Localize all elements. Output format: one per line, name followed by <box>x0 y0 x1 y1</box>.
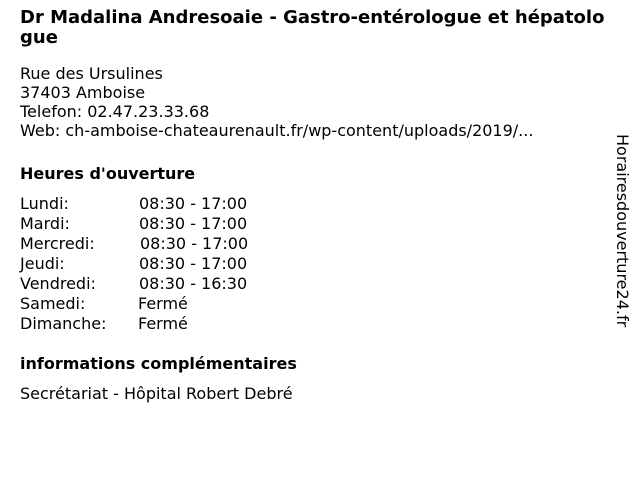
web-line <box>20 121 600 140</box>
web-label: Web: <box>20 121 61 140</box>
opening-hours-heading: Heures d'ouverture <box>20 164 196 183</box>
day-label: Samedi: <box>20 294 86 313</box>
hours-value: 08:30 - 17:00 <box>139 194 248 213</box>
phone-line <box>20 102 600 121</box>
hours-value: Fermé <box>138 294 188 313</box>
additional-info-heading: informations complémentaires <box>20 354 297 373</box>
day-label: Jeudi: <box>20 254 65 273</box>
hours-value: 08:30 - 16:30 <box>139 274 248 293</box>
street-address: Rue des Ursulines <box>20 64 163 83</box>
phone-label: Telefon: <box>20 102 83 121</box>
site-watermark: Horairesdouverture24.fr <box>613 134 632 328</box>
hours-value: 08:30 - 17:00 <box>140 234 249 253</box>
day-label: Dimanche: <box>20 314 107 333</box>
website-link[interactable]: ch-amboise-chateaurenault.fr/wp-content/uploads/2019/... <box>65 121 534 140</box>
phone-number[interactable]: 02.47.23.33.68 <box>87 102 210 121</box>
city-postcode: 37403 Amboise <box>20 83 146 102</box>
page-title: Dr Madalina Andresoaie - Gastro-entérologue et hépatologue <box>20 7 605 48</box>
hours-value: 08:30 - 17:00 <box>139 254 248 273</box>
day-label: Mercredi: <box>20 234 95 253</box>
hours-value: Fermé <box>138 314 188 333</box>
day-label: Lundi: <box>20 194 69 213</box>
additional-info-text: Secrétariat - Hôpital Robert Debré <box>20 384 293 403</box>
day-label: Mardi: <box>20 214 70 233</box>
address-block <box>20 64 600 140</box>
hours-value: 08:30 - 17:00 <box>139 214 248 233</box>
day-label: Vendredi: <box>20 274 96 293</box>
